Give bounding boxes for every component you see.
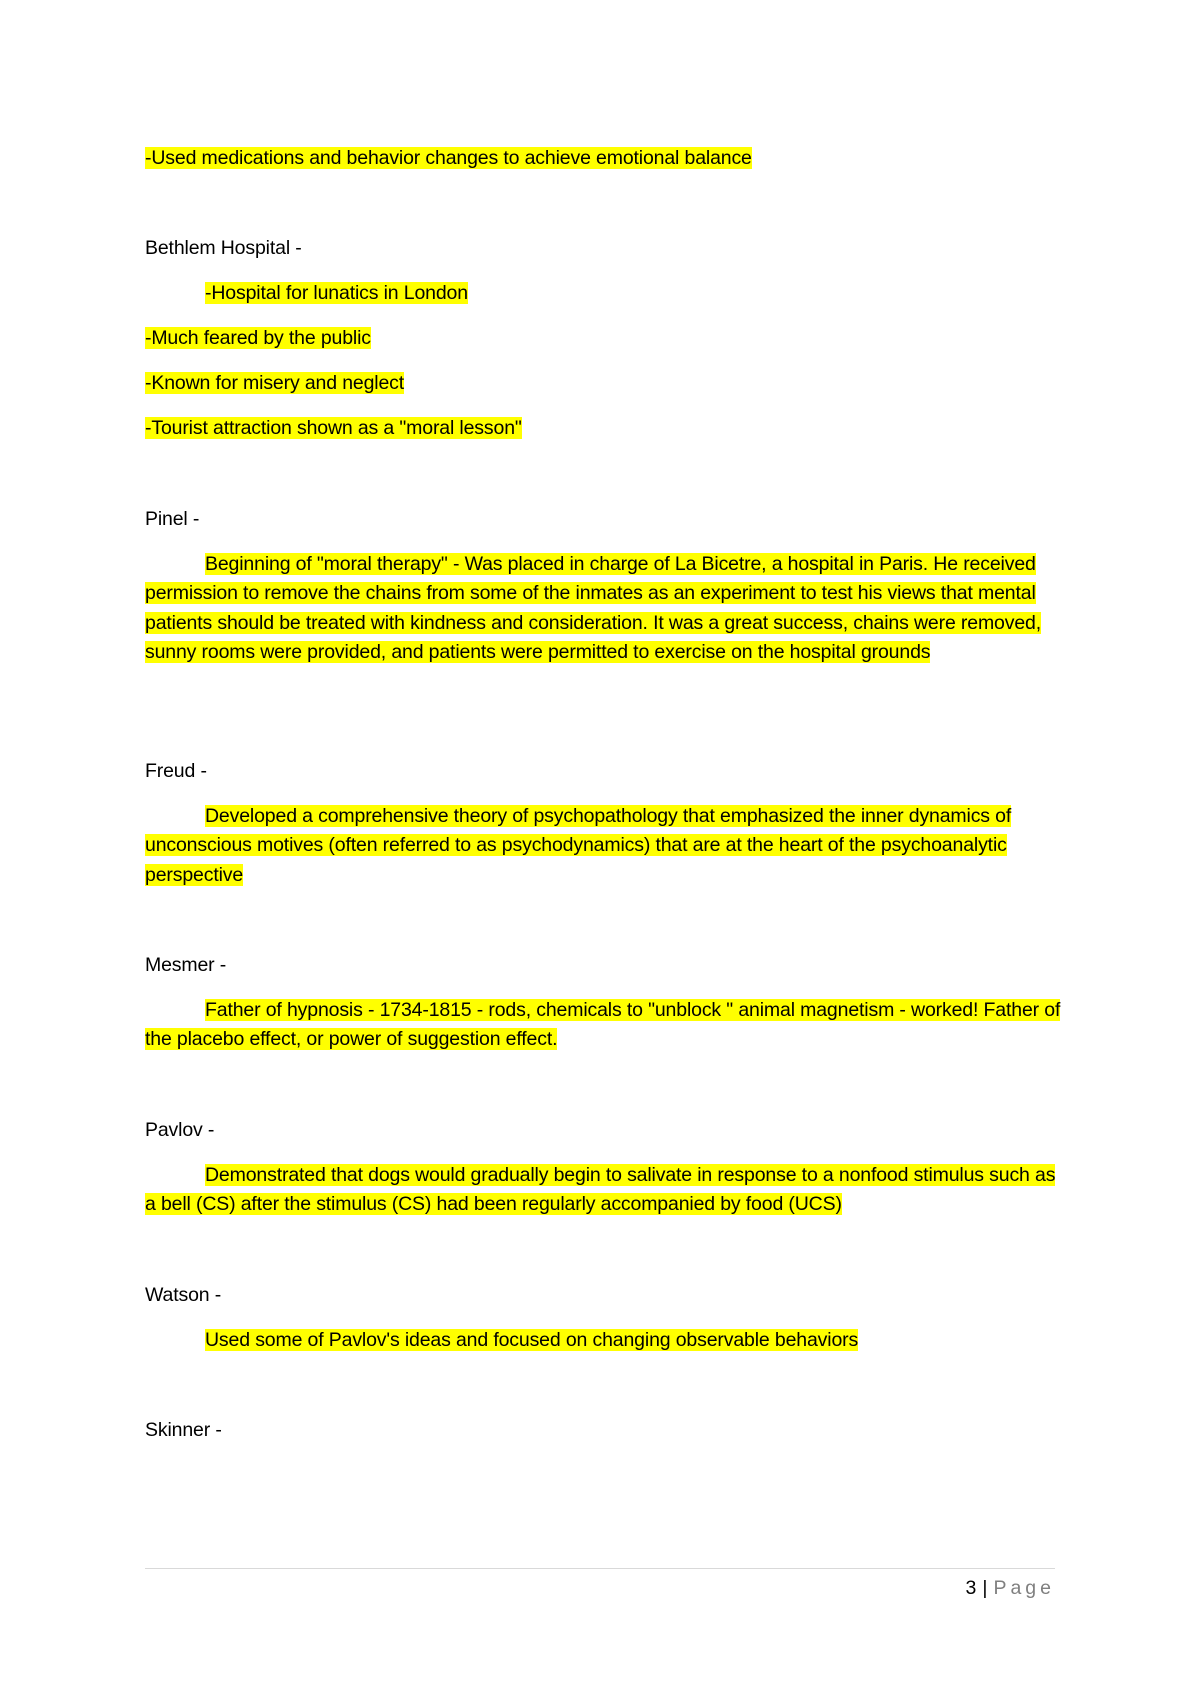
pavlov-paragraph [145,1161,1065,1220]
highlighted-text: Father of hypnosis - 1734-1815 - rods, chemicals to "unblock " animal magnetism - worked! Father of the placebo effect, or power of suggestion effect. [145,999,1061,1051]
section-heading-mesmer: Mesmer - [145,954,227,976]
highlighted-text: Demonstrated that dogs would gradually begin to salivate in response to a nonfood stimulus such as a bell (CS) after the stimulus (CS) had been regularly accompanied by food (UCS) [145,1164,1056,1216]
page-label: Page [993,1577,1055,1599]
highlighted-text: -Hospital for lunatics in London [205,282,468,304]
footer-separator: | [982,1577,988,1599]
section-heading-bethlem: Bethlem Hospital - [145,237,302,259]
section-heading-skinner: Skinner - [145,1419,222,1441]
section-heading-freud: Freud - [145,760,207,782]
highlighted-text: -Much feared by the public [145,327,371,349]
section-heading-pinel: Pinel - [145,508,200,530]
section-heading-watson: Watson - [145,1284,222,1306]
highlighted-text: -Known for misery and neglect [145,372,405,394]
highlighted-text: -Used medications and behavior changes to achieve emotional balance [145,147,752,169]
bethlem-point-3 [145,369,404,398]
highlighted-text: Beginning of "moral therapy" - Was placed in charge of La Bicetre, a hospital in Paris. He received permission to remove the chains from some of the inmates as an experiment to test his views that mental patients should be treated with kindness and consideration. It was a great success, chains were removed, sunny rooms were provided, and patients were permitted to exercise on the hospital grounds [145,553,1041,664]
freud-paragraph [145,802,1065,890]
mesmer-paragraph [145,996,1065,1055]
pinel-paragraph [145,550,1065,668]
intro-line [145,144,752,173]
bethlem-point-1 [205,279,468,308]
bethlem-point-2 [145,324,371,353]
watson-paragraph [205,1326,858,1355]
bethlem-point-4 [145,414,522,443]
highlighted-text: -Tourist attraction shown as a "moral lesson" [145,417,522,439]
section-heading-pavlov: Pavlov - [145,1119,215,1141]
footer-divider [145,1568,1055,1569]
highlighted-text: Used some of Pavlov's ideas and focused on changing observable behaviors [205,1329,859,1351]
highlighted-text: Developed a comprehensive theory of psychopathology that emphasized the inner dynamics of unconscious motives (often referred to as psychodynamics) that are at the heart of the psychoanalytic perspective [145,805,1012,886]
page-footer [966,1574,1055,1602]
page-number: 3 [965,1577,977,1599]
